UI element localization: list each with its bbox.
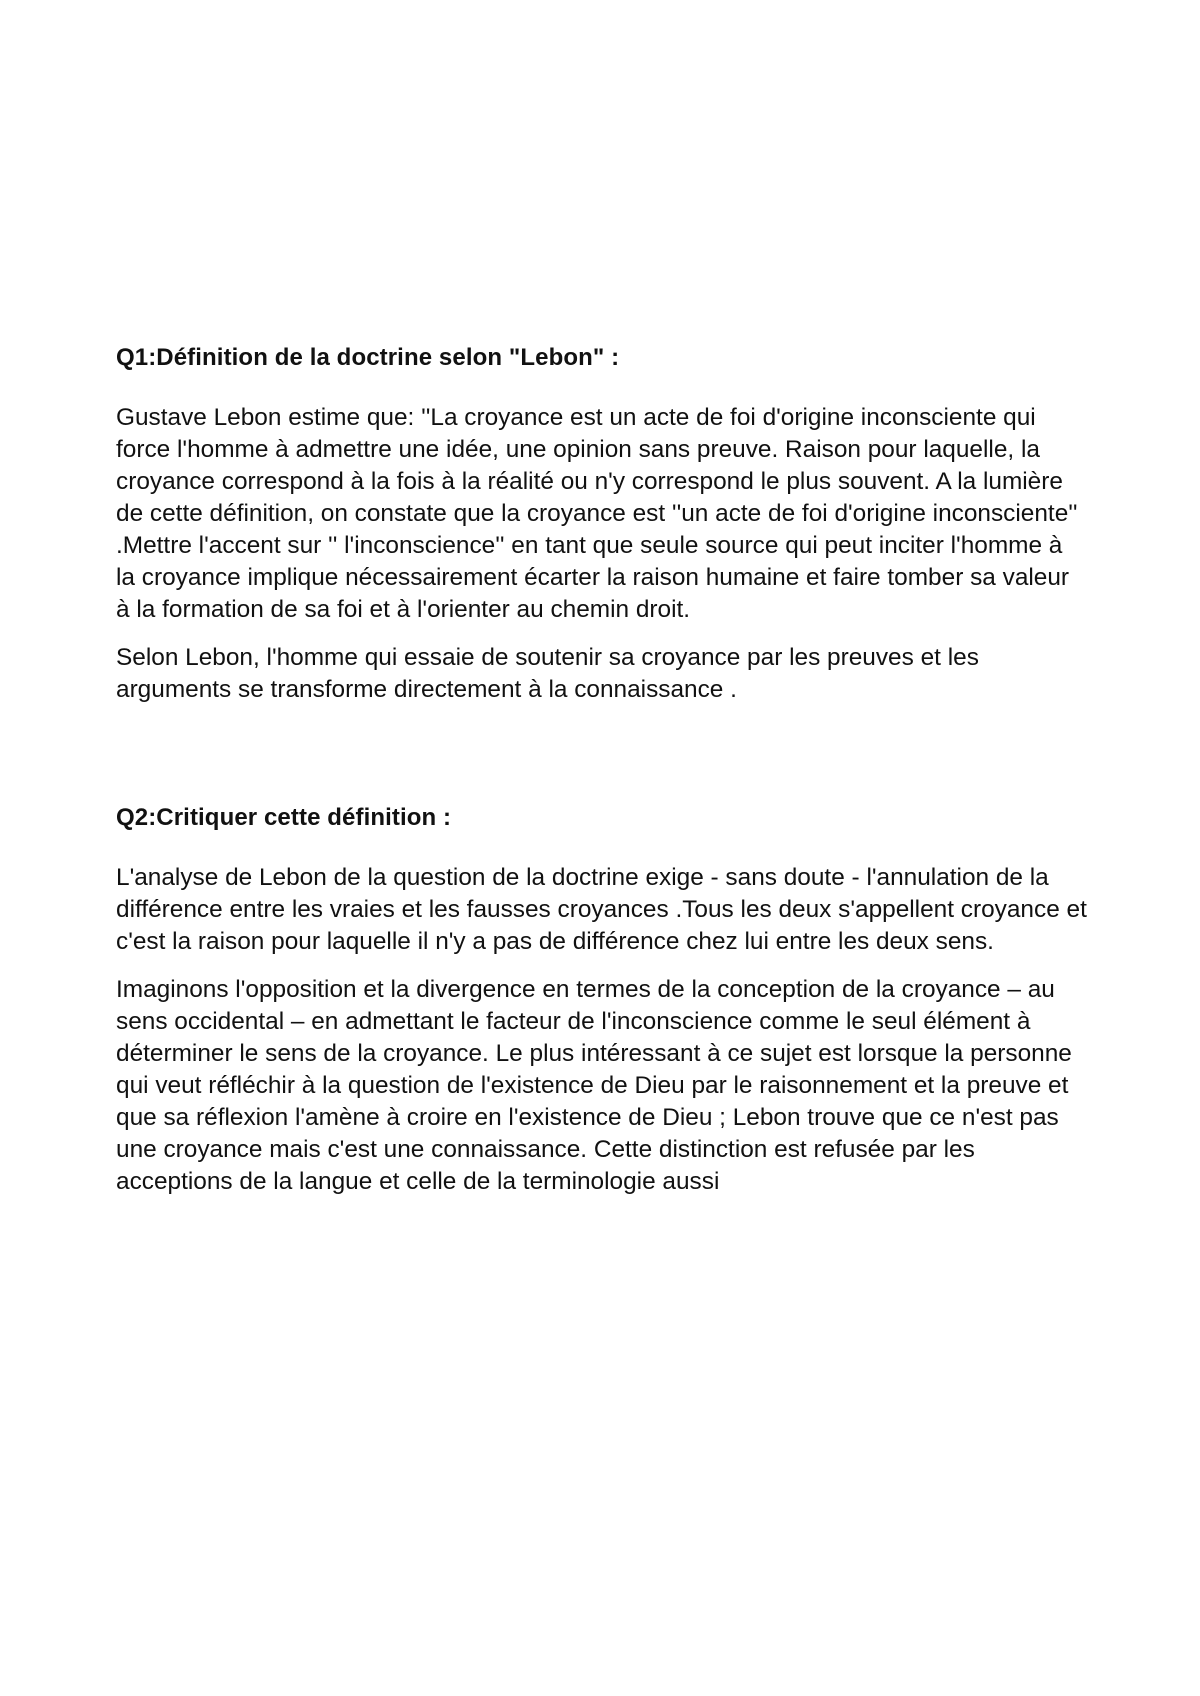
q2-paragraph-1: L'analyse de Lebon de la question de la doctrine exige - sans doute - l'annulation de la différence entre les vraies et les fausses croyances .Tous les deux s'appellent croyance et c'est la raison pour laquelle il n'y a pas de différence chez lui entre les deux sens. — [116, 864, 1087, 955]
document-body — [116, 342, 1088, 1214]
section-q2 — [116, 802, 1088, 1198]
section-q1 — [116, 342, 1088, 706]
q1-heading: Q1:Définition de la doctrine selon "Lebon" : — [116, 344, 620, 371]
q1-paragraph-1: Gustave Lebon estime que: ''La croyance est un acte de foi d'origine inconsciente qui force l'homme à admettre une idée, une opinion sans preuve. Raison pour laquelle, la croyance correspond à la fois à la réalité ou n'y correspond le plus souvent. A la lumière de cette définition, on constate que la croyance est ''un acte de foi d'origine inconsciente'' .Mettre l'accent sur '' l'inconscience'' en tant que seule source qui peut inciter l'homme à la croyance implique nécessairement écarter la raison humaine et faire tomber sa valeur à la formation de sa foi et à l'orienter au chemin droit. — [116, 404, 1078, 623]
q2-heading: Q2:Critiquer cette définition : — [116, 804, 452, 831]
q1-paragraph-2: Selon Lebon, l'homme qui essaie de soutenir sa croyance par les preuves et les arguments se transforme directement à la connaissance . — [116, 644, 979, 703]
q2-paragraph-2: Imaginons l'opposition et la divergence en termes de la conception de la croyance – au sens occidental – en admettant le facteur de l'inconscience comme le seul élément à déterminer le sens de la croyance. Le plus intéressant à ce sujet est lorsque la personne qui veut réfléchir à la question de l'existence de Dieu par le raisonnement et la preuve et que sa réflexion l'amène à croire en l'existence de Dieu ; Lebon trouve que ce n'est pas une croyance mais c'est une connaissance. Cette distinction est refusée par les acceptions de la langue et celle de la terminologie aussi — [116, 976, 1072, 1195]
